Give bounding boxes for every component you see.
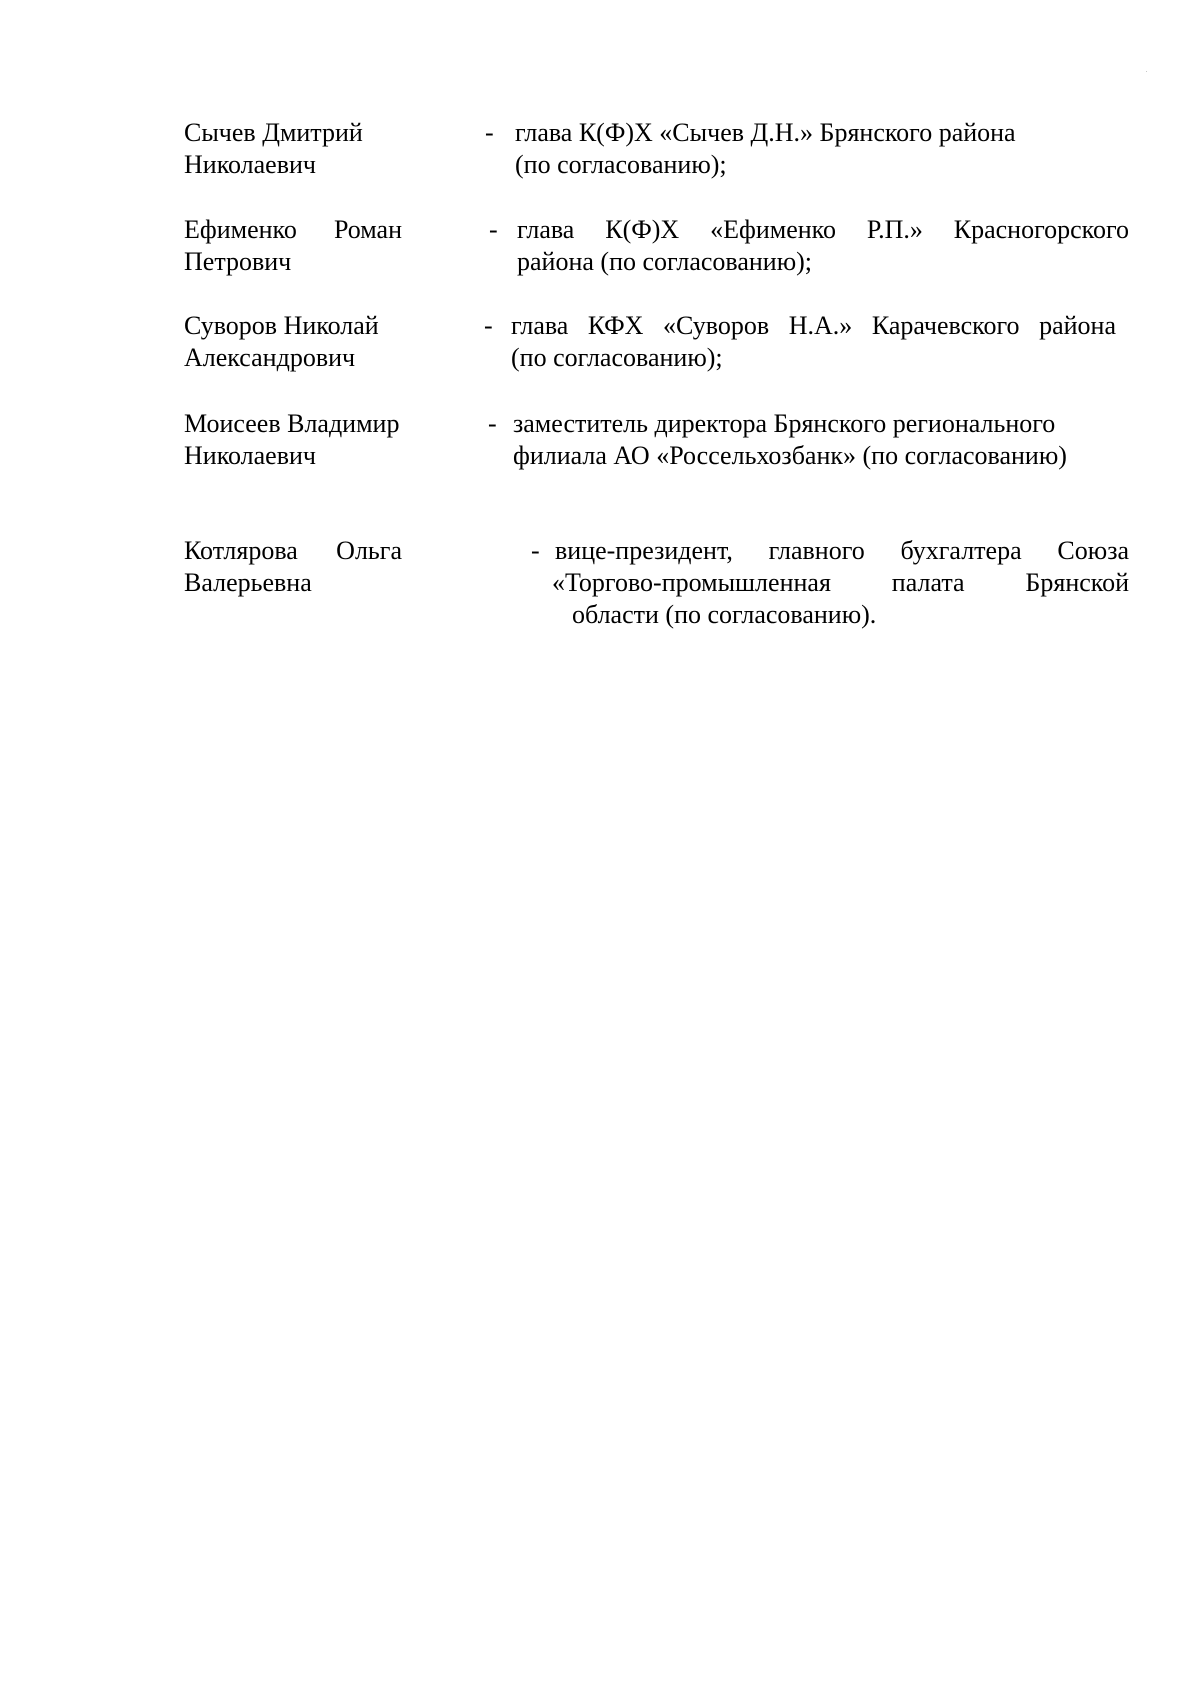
member-name: [184, 214, 434, 278]
member-role: [517, 214, 1129, 278]
member-name: [184, 535, 434, 599]
member-role-line1: глава К(Ф)Х «Ефименко Р.П.» Красногорского: [517, 215, 1129, 244]
member-role-line2: района (по согласованию);: [517, 247, 813, 276]
member-role: [515, 117, 1129, 181]
member-name-line1: Моисеев Владимир: [184, 409, 400, 438]
member-role: [513, 408, 1110, 472]
scan-artifact: [1146, 71, 1147, 72]
member-name-line1: Сычев Дмитрий: [184, 118, 363, 147]
member-name: [184, 408, 434, 472]
member-name-line1: Ефименко Роман: [184, 215, 402, 244]
member-name-line2: Николаевич: [184, 150, 316, 179]
member-role: [555, 535, 1129, 567]
member-role-continuation: [552, 567, 1129, 631]
member-role-line1: заместитель директора Брянского регионального: [513, 409, 1056, 438]
member-name-line2: Петрович: [184, 247, 292, 276]
member-name-line1: Суворов Николай: [184, 311, 379, 340]
member-role-line1: глава КФХ «Суворов Н.А.» Карачевского района: [511, 311, 1116, 340]
member-name-line2: Валерьевна: [184, 568, 312, 597]
dash: -: [488, 409, 497, 438]
dash: -: [531, 536, 540, 565]
member-name-line2: Александрович: [184, 343, 356, 372]
member-role-line3: области (по согласованию).: [572, 600, 877, 629]
member-name: [184, 310, 434, 374]
member-name-line1: Котлярова Ольга: [184, 536, 402, 565]
member-role-line2: (по согласованию);: [511, 343, 723, 372]
member-role-line1: вице-президент, главного бухгалтера Союза: [555, 536, 1129, 565]
member-role: [511, 310, 1116, 374]
member-role-line2: (по согласованию);: [515, 150, 727, 179]
member-role-line2: филиала АО «Россельхозбанк» (по согласованию): [513, 441, 1067, 470]
member-name-line2: Николаевич: [184, 441, 316, 470]
dash: -: [485, 118, 494, 147]
dash: -: [489, 215, 498, 244]
dash: -: [484, 311, 493, 340]
member-role-line1: глава К(Ф)Х «Сычев Д.Н.» Брянского района: [515, 118, 1016, 147]
member-role-line2: «Торгово-промышленная палата Брянской: [552, 568, 1129, 597]
member-name: [184, 117, 434, 181]
